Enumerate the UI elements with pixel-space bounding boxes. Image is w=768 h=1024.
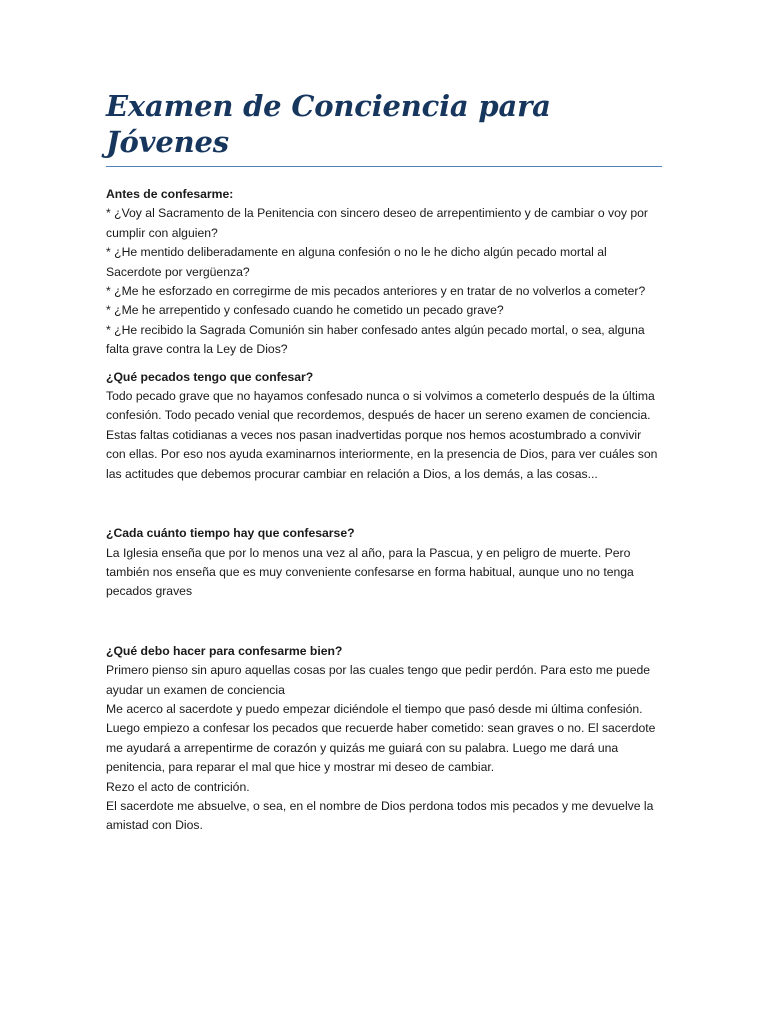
section-paragraph: Rezo el acto de contrición.	[106, 779, 250, 794]
section-heading: ¿Qué debo hacer para confesarme bien?	[106, 643, 343, 658]
section-heading: ¿Cada cuánto tiempo hay que confesarse?	[106, 526, 355, 541]
document-page	[106, 88, 662, 836]
section-how-to-confess	[106, 642, 662, 836]
section-paragraph: La Iglesia enseña que por lo menos una vez al año, para la Pascua, y en peligro de muerte. Pero también nos enseña que es muy conveniente confesarse en forma habitual, aunque uno no tenga pecados graves	[106, 545, 634, 599]
section-paragraph: El sacerdote me absuelve, o sea, en el nombre de Dios perdona todos mis pecados y me devuelve la amistad con Dios.	[106, 798, 654, 833]
section-heading: Antes de confesarme:	[106, 187, 234, 201]
question-item: * ¿He recibido la Sagrada Comunión sin haber confesado antes algún pecado mortal, o sea, alguna falta grave contra la Ley de Dios?	[106, 322, 645, 357]
question-item: * ¿Me he arrepentido y confesado cuando he cometido un pecado grave?	[106, 303, 504, 318]
section-how-often	[106, 524, 662, 602]
section-paragraph: Todo pecado grave que no hayamos confesado nunca o si volvimos a cometerlo después de la última confesión. Todo pecado venial que recordemos, después de hacer un sereno examen de conciencia. Estas faltas cotidianas a veces nos pasan inadvertidas porque nos hemos acostumbrado a convivir con ellas. Por eso nos ayuda examinarnos interiormente, en la presencia de Dios, para ver cuáles son las actitudes que debemos procurar cambiar en relación a Dios, a los demás, a las cosas...	[106, 389, 658, 481]
document-title: Examen de Conciencia para Jóvenes	[106, 88, 662, 167]
section-before-confession	[106, 185, 662, 360]
section-which-sins	[106, 368, 662, 484]
section-paragraph: Me acerco al sacerdote y puedo empezar diciéndole el tiempo que pasó desde mi última confesión. Luego empiezo a confesar los pecados que recuerde haber cometido: sean graves o no. El sacerdote me ayudará a arrepentirme de corazón y quizás me guiará con su palabra. Luego me dará una penitencia, para reparar el mal que hice y mostrar mi deseo de cambiar.	[106, 701, 656, 775]
question-item: * ¿Me he esforzado en corregirme de mis pecados anteriores y en tratar de no volverlos a cometer?	[106, 284, 646, 299]
question-item: * ¿He mentido deliberadamente en alguna confesión o no le he dicho algún pecado mortal al Sacerdote por vergüenza?	[106, 245, 607, 279]
question-item: * ¿Voy al Sacramento de la Penitencia con sincero deseo de arrepentimiento y de cambiar o voy por cumplir con alguien?	[106, 206, 648, 240]
section-paragraph: Primero pienso sin apuro aquellas cosas por las cuales tengo que pedir perdón. Para esto me puede ayudar un examen de conciencia	[106, 663, 651, 697]
question-list	[106, 204, 662, 359]
section-heading: ¿Qué pecados tengo que confesar?	[106, 369, 314, 384]
